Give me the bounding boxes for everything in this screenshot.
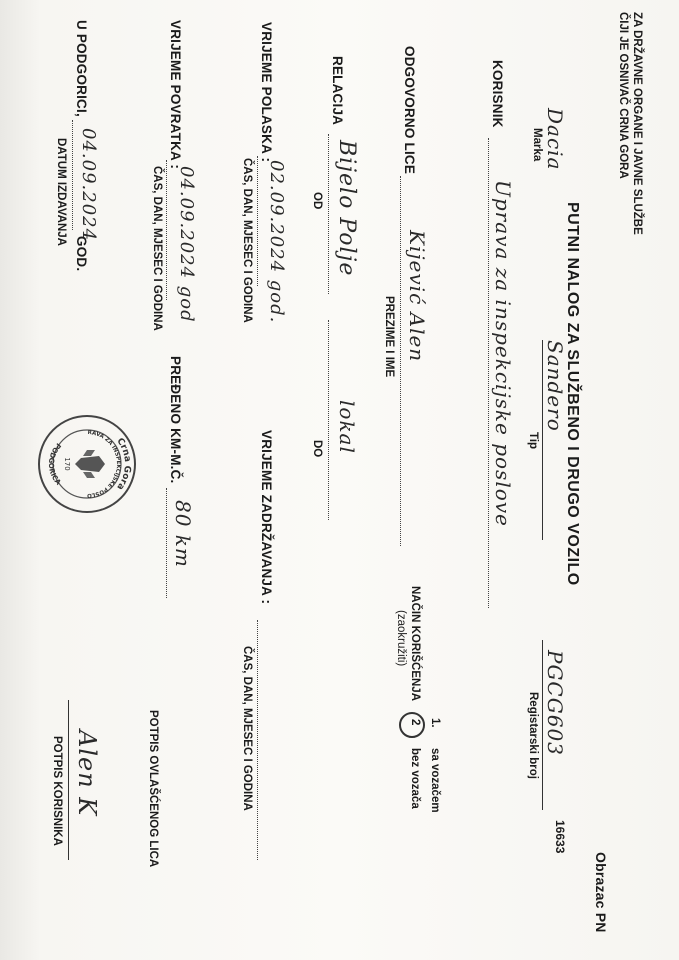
izdavanje-sub-label: DATUM IZDAVANJA [55,138,67,246]
izdavanje-suffix: GOD. [74,236,89,272]
nacin-label: NAČIN KORIŠĆENJA [409,586,421,702]
nacin-sub-label: (zaokružiti) [395,610,407,667]
relacija-do-label: DO [311,440,323,458]
polazak-value: 02.09.2024 god. [266,160,287,324]
authority-line-2: ČIJI JE OSNIVAČ CRNA GORA [617,12,629,179]
form-label: Obrazac PN [593,852,609,933]
korisnik-signature: Alen K [73,730,101,817]
relacija-od-label: OD [311,192,323,210]
odgovorno-lice-value: Kijević Alen [405,230,429,363]
marka-value: Dacia [543,108,567,171]
coat-of-arms-icon [75,450,105,478]
izdavanje-label: U PODGORICI, [74,20,89,117]
izdavanje-dots [72,120,73,230]
form-number: 16633 [553,820,567,854]
relacija-od-value: Bijelo Polje [334,140,359,277]
option1-text: sa vozačem [429,748,441,813]
reg-value: PGCG603 [543,650,567,756]
ovlasceno-label: POTPIS OVLAŠĆENOG LICA [147,710,159,868]
page-title: PUTNI NALOG ZA SLUŽBENO I DRUGO VOZILO [564,202,581,586]
official-stamp [35,412,139,516]
prezime-ime-label: PREZIME I IME [383,296,395,378]
tip-value: Sandero [543,340,567,432]
povratak-label: VRIJEME POVRATKA : [168,20,183,170]
tip-line [542,340,543,540]
km-value: 80 km [171,500,195,568]
relacija-od-dots [328,134,329,294]
polazak-sub-label: ČAS, DAN, MJESEC I GODINA [241,158,253,323]
korisnik-signature-label: POTPIS KORISNIKA [51,736,63,846]
korisnik-signature-line [68,700,69,860]
korisnik-dots [488,138,489,608]
korisnik-value: Uprava za inspekcijske poslove [491,180,515,527]
izdavanje-value: 04.09.2024 [78,128,99,242]
option2-text: bez vozača [409,748,421,809]
stamp-number: 170 [63,457,71,471]
relacija-do-value: lokal [335,400,359,454]
relacija-do-dots [328,320,329,520]
marka-label: Marka [531,128,543,162]
stamp-city: PODGORICA [46,441,63,487]
option1-number: 1. [429,718,441,728]
zadrzavanje-label: VRIJEME ZADRŽAVANJA : [259,430,274,605]
svg-text:PODGORICA [47,441,63,487]
odgovorno-dots [400,176,401,546]
povratak-dots [166,160,167,300]
option2-number: 2 [409,719,421,726]
stamp-seal [35,412,139,516]
zadrzavanje-sub-label: ČAS, DAN, MJESEC I GODINA [241,646,253,811]
korisnik-label: KORISNIK [490,60,505,128]
povratak-sub-label: ČAS, DAN, MJESEC I GODINA [151,166,163,331]
reg-line [542,640,543,810]
zadrzavanje-dots [257,620,258,860]
km-label: PREĐENO KM-M.Č. [168,356,183,484]
tip-label: Tip [527,432,539,450]
polazak-dots [257,156,258,286]
povratak-value: 04.09.2024 god [176,166,197,323]
reg-label: Registarski broj [527,692,539,779]
relacija-label: RELACIJA [330,56,345,126]
polazak-label: VRIJEME POLASKA : [259,22,274,163]
km-dots [166,488,167,598]
authority-line-1: ZA DRŽAVNE ORGANE I JAVNE SLUŽBE [631,12,643,235]
stamp-outer-text: Crna Gora [114,436,133,492]
odgovorno-lice-label: ODGOVORNO LICE [402,46,417,175]
stamp-inner-text: RAVA ZA INSPEKCIJSKE POSLO [86,429,122,499]
